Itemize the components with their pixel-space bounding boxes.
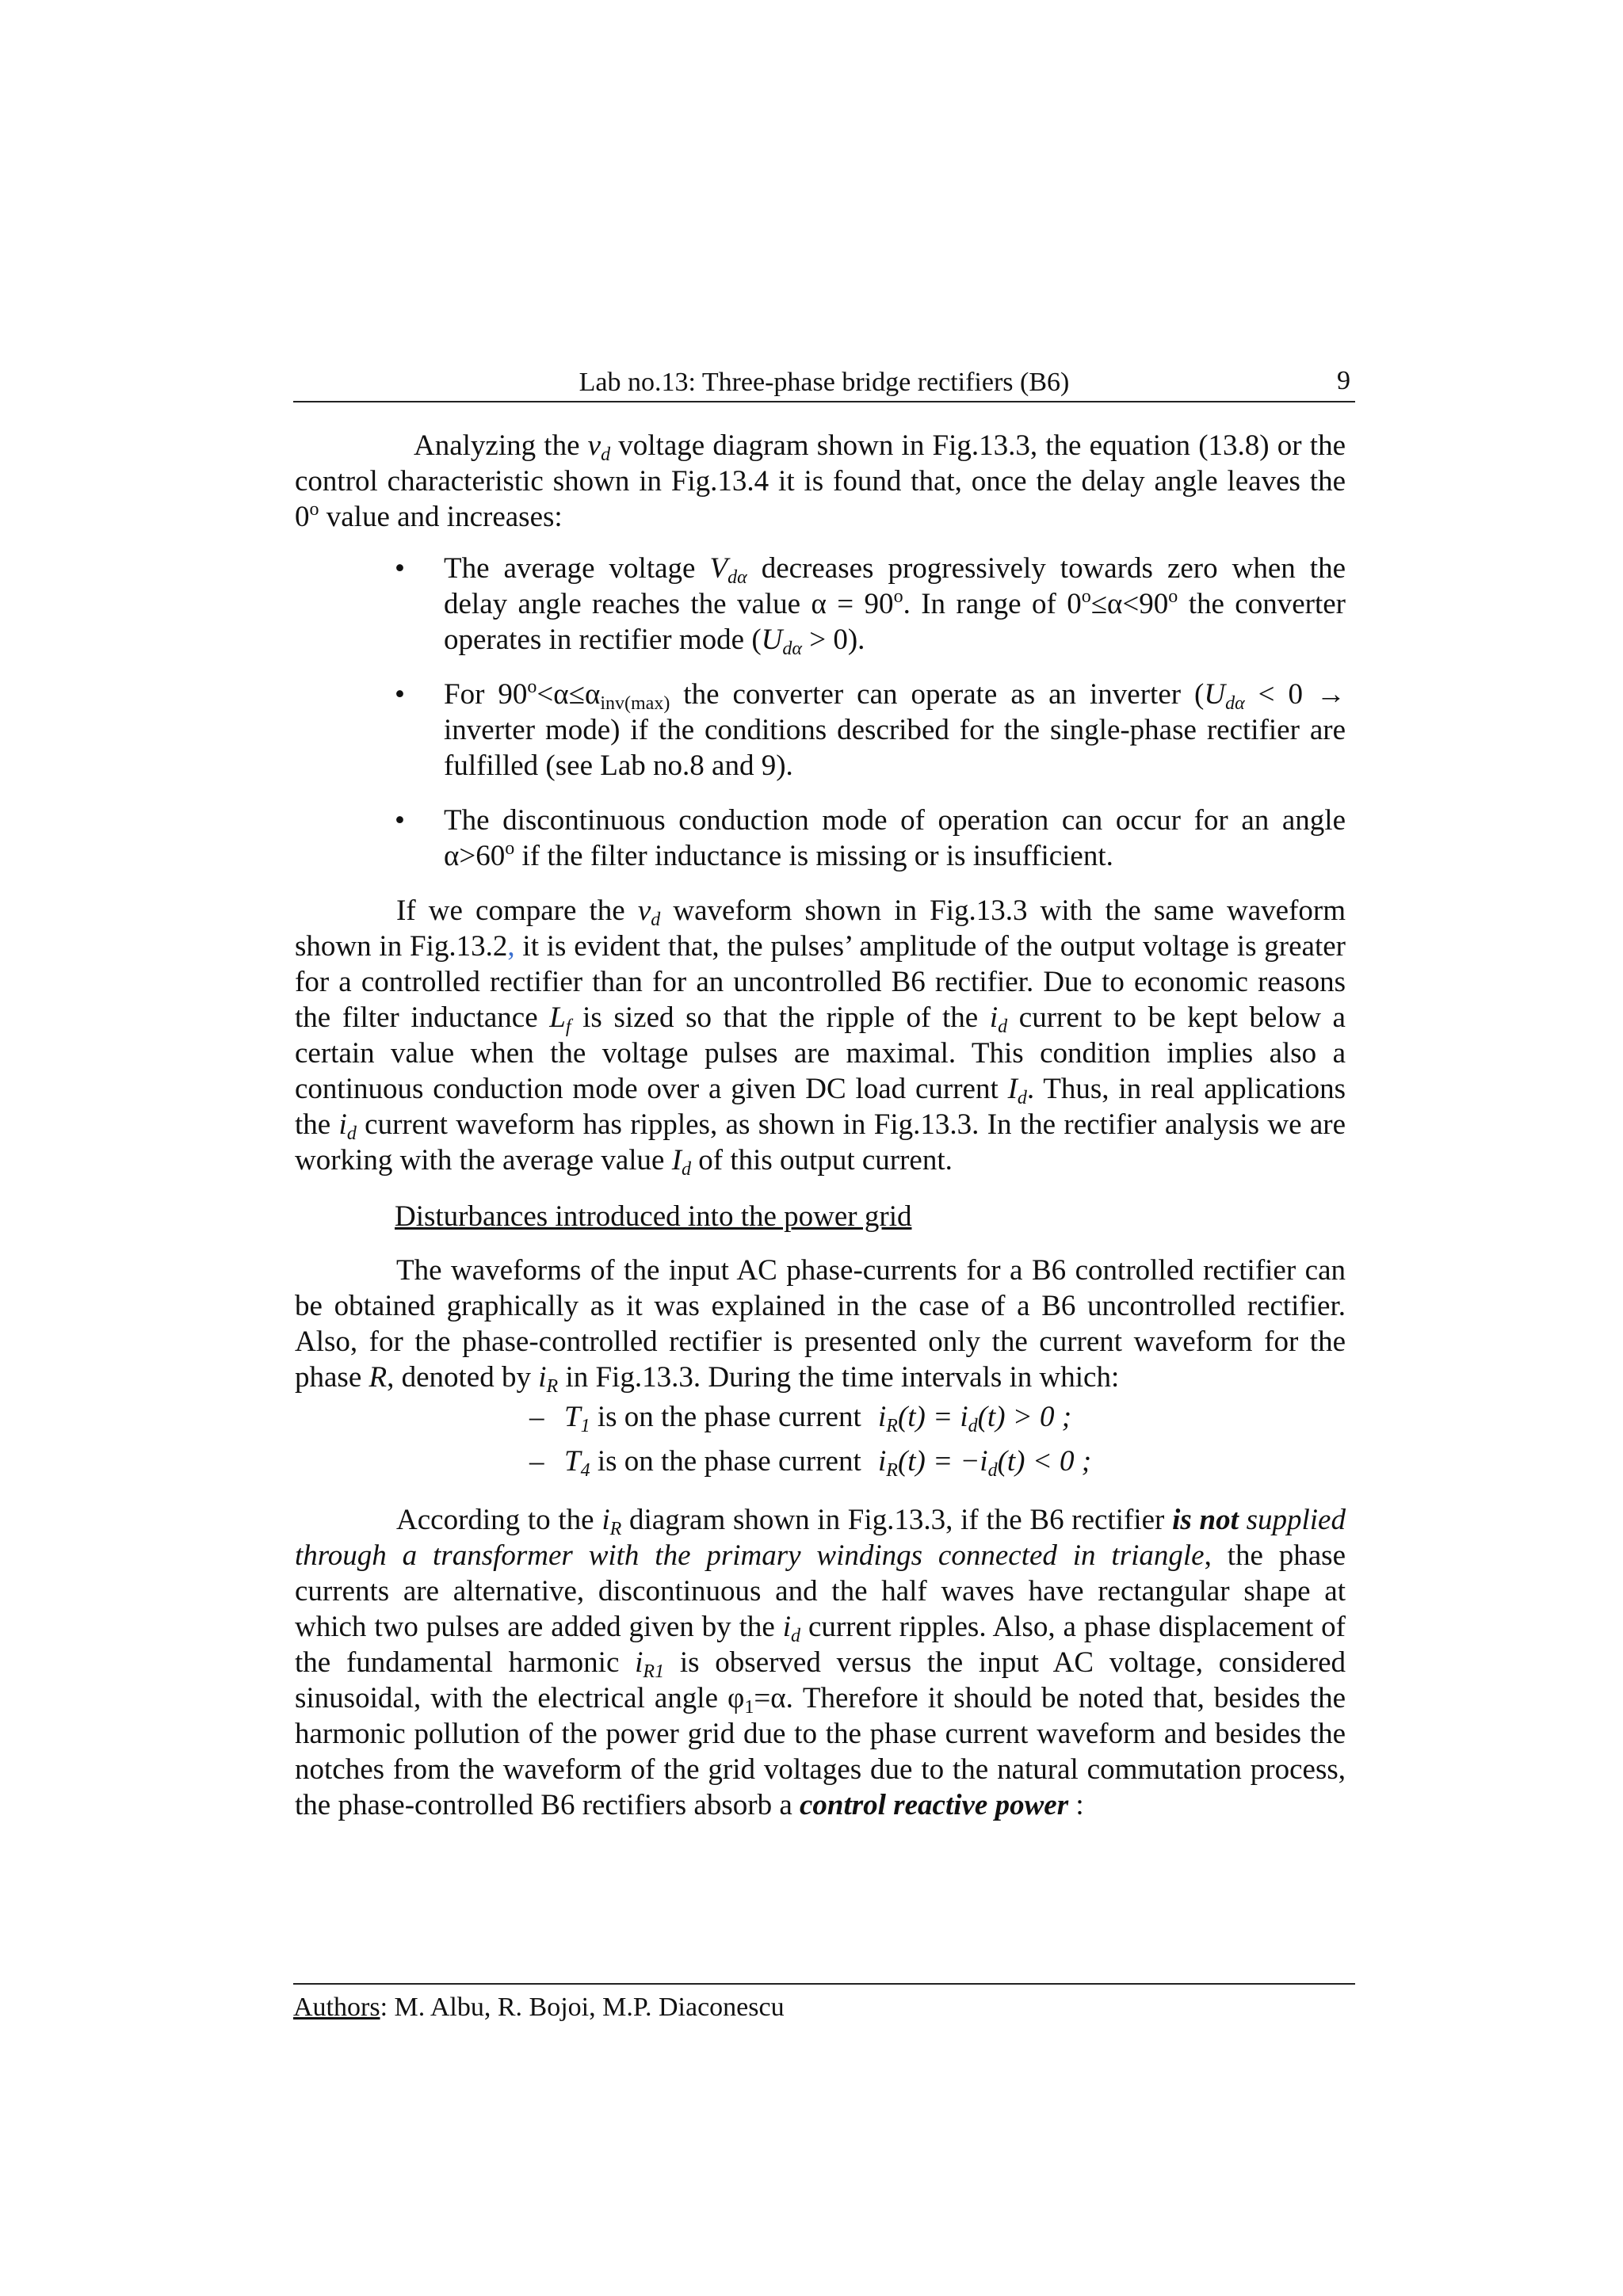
bullet-marker: • bbox=[395, 804, 405, 837]
equation-list bbox=[295, 1395, 1346, 1484]
page-body bbox=[295, 428, 1346, 1823]
list-item: • The discontinuous conduction mode of operation can occur for an angle $\alpha>60^o$ if the filter inductance is missing or is insufficient. bbox=[395, 804, 1346, 872]
section-heading: Disturbances introduced into the power grid bbox=[395, 1200, 912, 1233]
paragraph-phase-currents: According to the $i_R$ diagram shown in Fig.13.3, if the B6 rectifier is not supplied through a transformer with the primary windings connected in triangle, the phase currents are alternative, discontinuous and the half waves have rectangular shape at which two pulses are added given by the $i_d$ current ripples. Also, a phase displacement of the fundamental harmonic $i_{R1}$ is observed versus the input AC voltage, considered sinusoidal, with the electrical angle $\varphi_1=\alpha$. Therefore it should be noted that, besides the harmonic pollution of the power grid due to the phase current waveform and besides the notches from the waveform of the grid voltages due to the natural commutation process, the phase-controlled B6 rectifiers absorb a control reactive power : bbox=[295, 1504, 1346, 1821]
equation-item: – $T_4$ is on the phase current $i_R(t) = -i_d(t) < 0$ ; bbox=[529, 1445, 1092, 1481]
page-number: 9 bbox=[1337, 366, 1350, 395]
footer-authors-names: : M. Albu, R. Bojoi, M.P. Diaconescu bbox=[380, 1993, 785, 2022]
paragraph-analysis: Analyzing the $v_d$ voltage diagram shown in Fig.13.3, the equation (13.8) or the control characteristic shown in Fig.13.4 it is found that, once the delay angle leaves the 0$^o$ value and increases: bbox=[295, 429, 1346, 533]
list-item: • For $90^o<\alpha\le\alpha_{inv(max)}$ the converter can operate as an inverter ($U_{d\alpha} < 0$ → inverter mode) if the conditions described for the single-phase rectifier are fulfilled (see Lab no.8 and 9). bbox=[395, 677, 1346, 782]
header-title: Lab no.13: Three-phase bridge rectifiers (B6) bbox=[579, 368, 1070, 397]
page-header bbox=[293, 366, 1355, 402]
equation-item: – $T_1$ is on the phase current $i_R(t) = i_d(t) > 0$ ; bbox=[529, 1401, 1072, 1436]
bullet-marker: • bbox=[395, 678, 405, 711]
list-item: • The average voltage $V_{d\alpha}$ decreases progressively towards zero when the delay angle reaches the value $\alpha = 90^o$. In range of $0^o\le\alpha<90^o$ the converter operates in rectifier mode $(U_{d\alpha} > 0)$. bbox=[395, 552, 1346, 659]
paragraph-waveforms: The waveforms of the input AC phase-currents for a B6 controlled rectifier can be obtained graphically as it was explained in the case of a B6 uncontrolled rectifier. Also, for the phase-controlled rectifier is presented only the current waveform for the phase R, denoted by $i_R$ in Fig.13.3. During the time intervals in which: bbox=[295, 1254, 1346, 1397]
page-footer bbox=[293, 1983, 1355, 2023]
bullet-list bbox=[295, 551, 1346, 874]
paragraph-comparison: If we compare the $v_d$ waveform shown in Fig.13.3 with the same waveform shown in Fig.13.2, it is evident that, the pulses’ amplitude of the output voltage is greater for a controlled rectifier than for an uncontrolled B6 rectifier. Due to economic reasons the filter inductance $L_f$ is sized so that the ripple of the $i_d$ current to be kept below a certain value when the voltage pulses are maximal. This condition implies also a continuous conduction mode over a given DC load current $I_d$. Thus, in real applications the $i_d$ current waveform has ripples, as shown in Fig.13.3. In the rectifier analysis we are working with the average value $I_d$ of this output current. bbox=[295, 894, 1346, 1180]
footer-authors-label: Authors bbox=[293, 1993, 380, 2022]
bullet-marker: • bbox=[395, 552, 405, 585]
